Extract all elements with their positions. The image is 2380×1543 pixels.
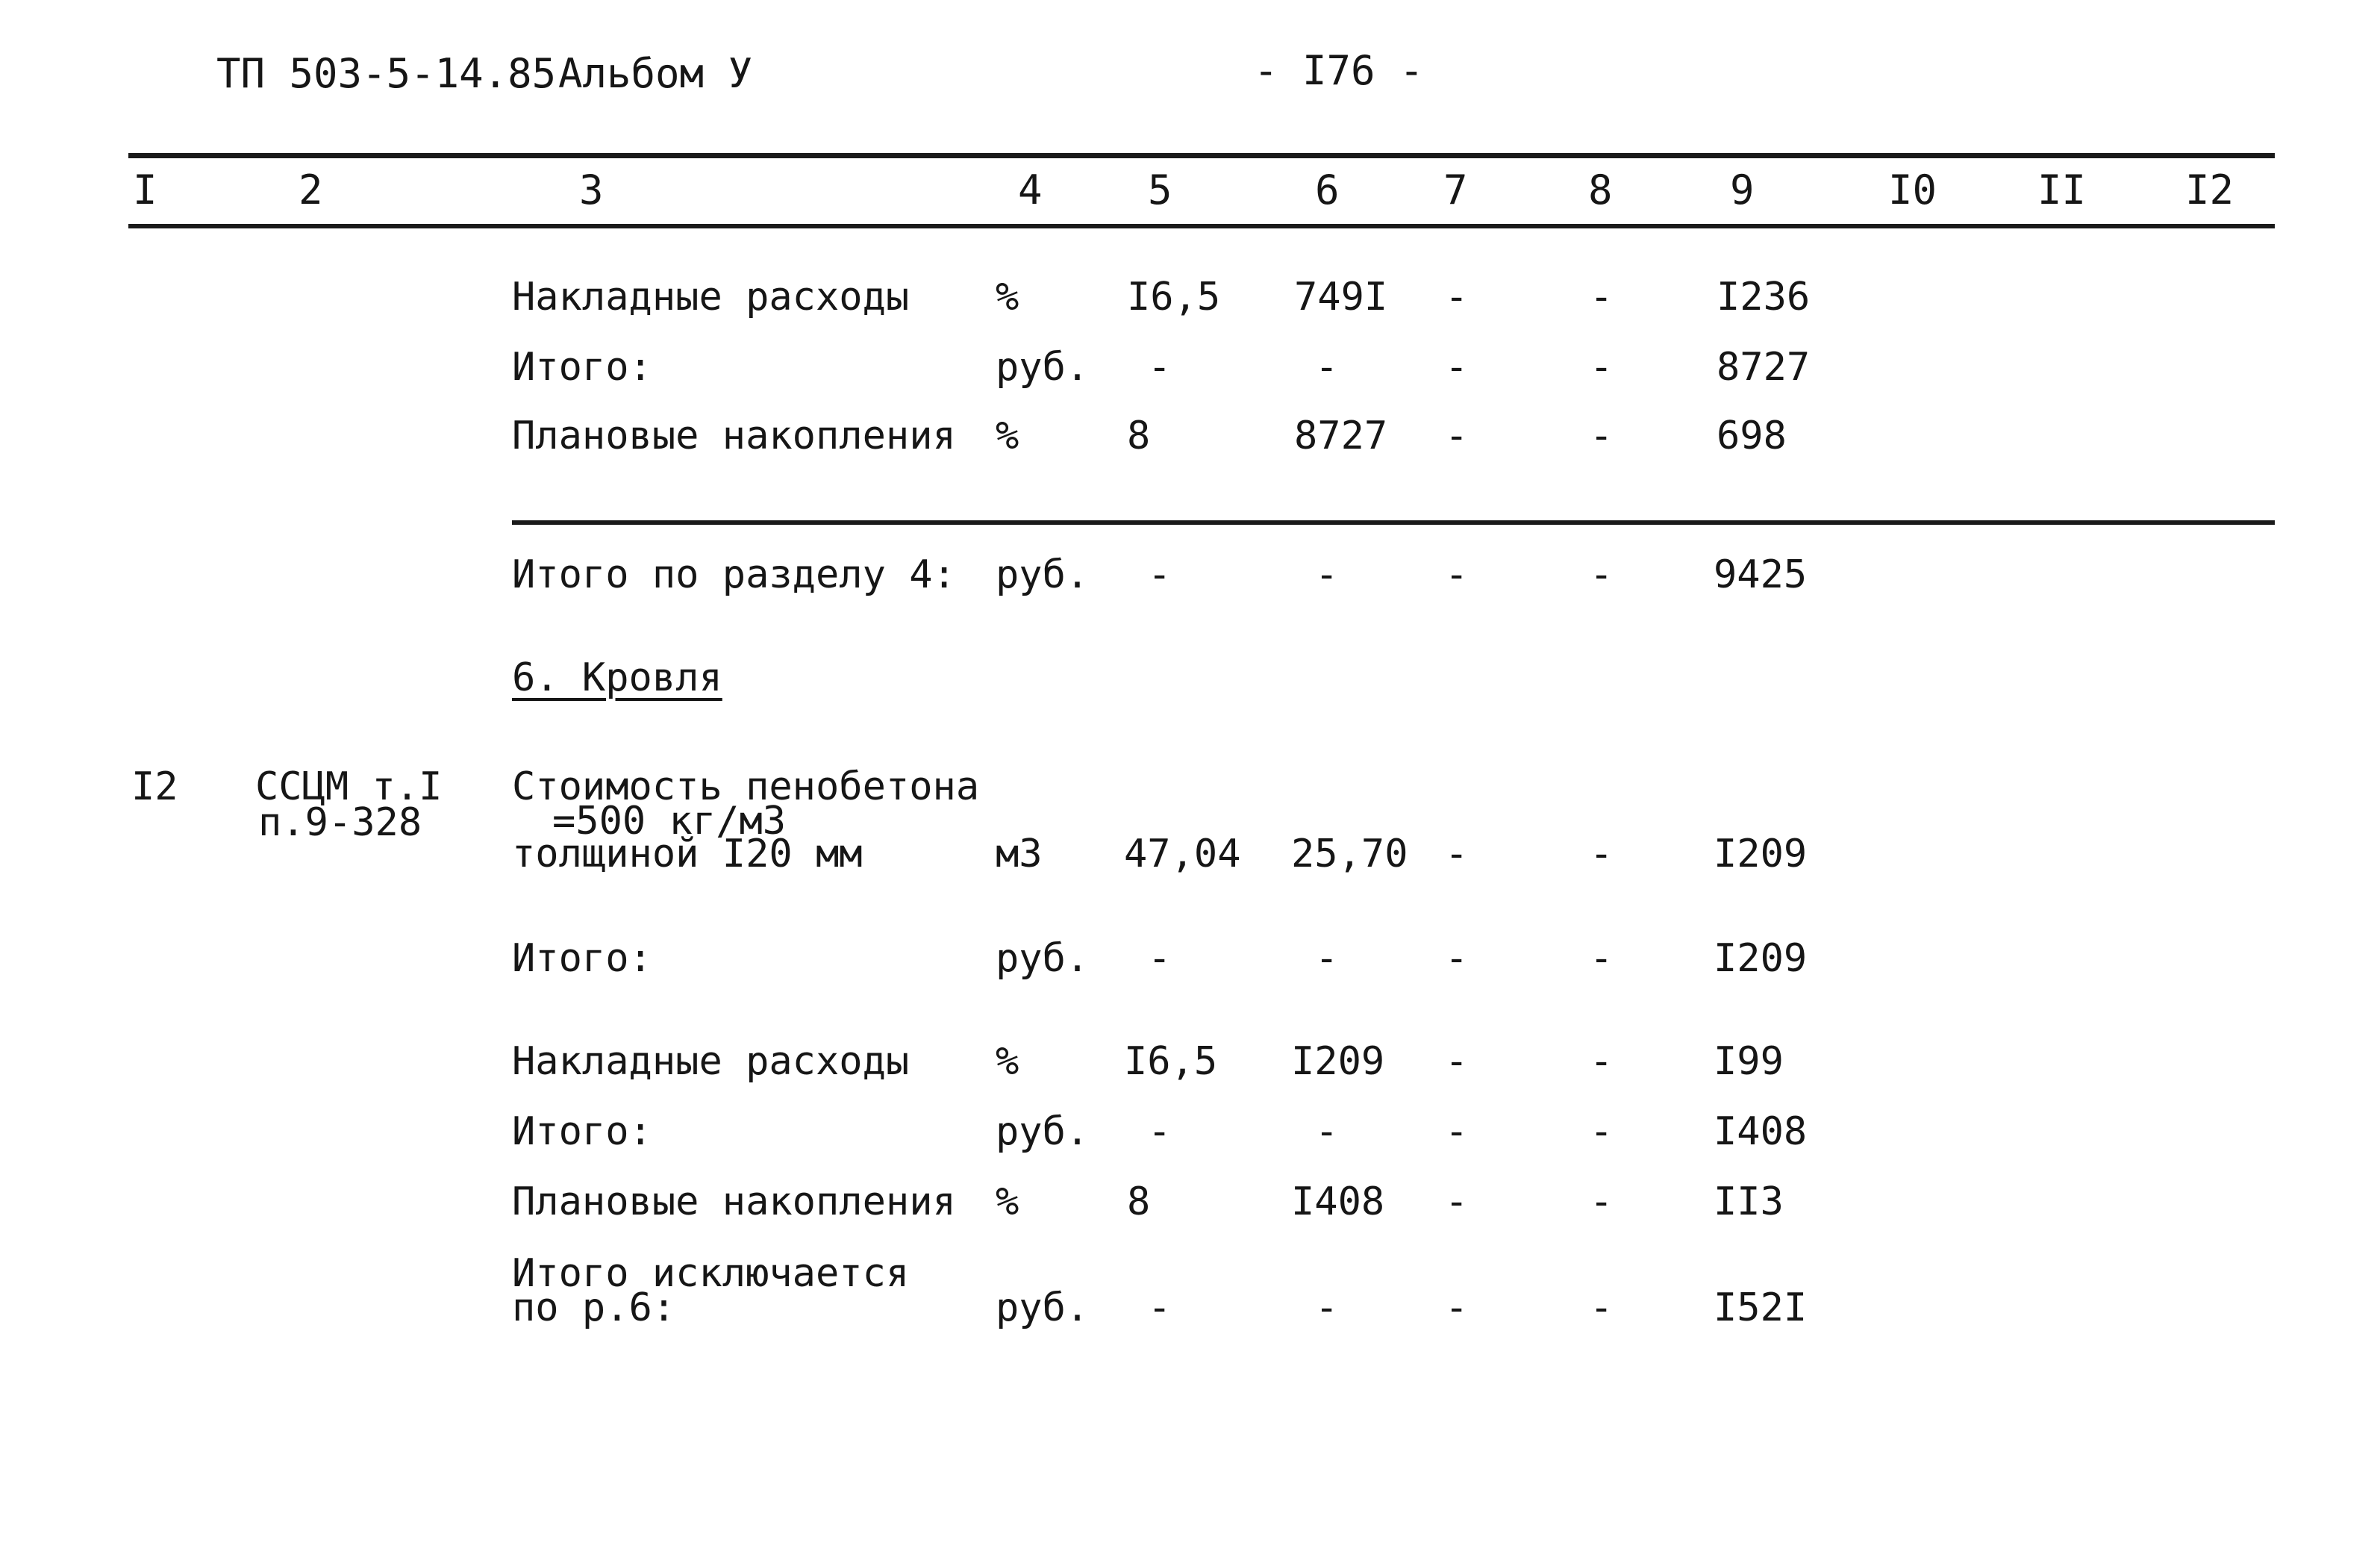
row-col8: - — [1590, 1179, 1614, 1224]
row-total: II3 — [1714, 1179, 1784, 1224]
row-unit: % — [996, 1039, 1019, 1084]
row-unit: м3 — [996, 832, 1043, 876]
row-total: I236 — [1717, 275, 1811, 319]
row-col8: - — [1590, 936, 1614, 981]
row-total: I52I — [1714, 1285, 1808, 1330]
row-col6: I209 — [1291, 1039, 1385, 1084]
row-col8: - — [1590, 552, 1614, 597]
row-col5: - — [1148, 345, 1172, 390]
row-col5: 8 — [1127, 1179, 1151, 1224]
row-col5: I6,5 — [1124, 1039, 1218, 1084]
row-unit: руб. — [996, 345, 1090, 390]
row-col8: - — [1590, 414, 1614, 458]
row-unit: руб. — [996, 552, 1090, 597]
row-description-line2: по р.6: — [512, 1285, 676, 1330]
document-code: ТП 503-5-14.85 — [216, 50, 557, 97]
row-unit: % — [996, 1179, 1019, 1224]
row-total: I408 — [1714, 1109, 1808, 1154]
column-header: I0 — [1888, 166, 1937, 213]
page-number: - I76 - — [1254, 47, 1424, 94]
row-total: I99 — [1714, 1039, 1784, 1084]
row-description: Накладные расходы — [512, 1039, 910, 1084]
row-col6: I408 — [1291, 1179, 1385, 1224]
column-header: 2 — [299, 166, 323, 213]
row-col5: - — [1148, 552, 1172, 597]
column-header: 4 — [1018, 166, 1043, 213]
row-col6: - — [1315, 345, 1339, 390]
row-col5: 8 — [1127, 414, 1151, 458]
row-col7: - — [1445, 1109, 1469, 1154]
section-heading: 6. Кровля — [512, 655, 722, 700]
row-col7: - — [1445, 936, 1469, 981]
row-col7: - — [1445, 275, 1469, 319]
table-top-rule — [128, 153, 2275, 158]
row-total: 698 — [1717, 414, 1787, 458]
row-col7: - — [1445, 414, 1469, 458]
row-col5: I6,5 — [1127, 275, 1221, 319]
section-total-rule — [512, 520, 2275, 525]
row-col8: - — [1590, 832, 1614, 876]
row-col7: - — [1445, 552, 1469, 597]
row-description: Накладные расходы — [512, 275, 910, 319]
row-number: I2 — [131, 764, 178, 809]
row-col5: - — [1148, 936, 1172, 981]
album-label: Альбом У — [558, 50, 753, 97]
table-header-rule — [128, 224, 2275, 228]
column-header: I2 — [2185, 166, 2234, 213]
row-description: Итого: — [512, 345, 652, 390]
row-col5: - — [1148, 1109, 1172, 1154]
row-col8: - — [1590, 1039, 1614, 1084]
row-description: Итого: — [512, 1109, 652, 1154]
row-col7: - — [1445, 1179, 1469, 1224]
row-unit: % — [996, 414, 1019, 458]
row-col8: - — [1590, 345, 1614, 390]
row-col5: - — [1148, 1285, 1172, 1330]
column-header: 3 — [579, 166, 604, 213]
row-total: 8727 — [1717, 345, 1811, 390]
column-header: I — [133, 166, 157, 213]
row-col6: - — [1315, 1285, 1339, 1330]
row-col7: - — [1445, 1285, 1469, 1330]
row-col7: - — [1445, 832, 1469, 876]
row-col6: - — [1315, 552, 1339, 597]
row-unit: руб. — [996, 1109, 1090, 1154]
row-description-line3: толщиной I20 мм — [512, 832, 863, 876]
row-col8: - — [1590, 1285, 1614, 1330]
row-unit: руб. — [996, 936, 1090, 981]
row-total: I209 — [1714, 936, 1808, 981]
column-header: 5 — [1148, 166, 1172, 213]
column-header: 7 — [1443, 166, 1468, 213]
row-col6: - — [1315, 1109, 1339, 1154]
row-description: Итого исключается — [512, 1251, 910, 1296]
row-description: Плановые накопления — [512, 414, 956, 458]
row-col8: - — [1590, 1109, 1614, 1154]
column-header: 9 — [1730, 166, 1755, 213]
row-col7: - — [1445, 345, 1469, 390]
row-unit: % — [996, 275, 1019, 319]
column-header: 6 — [1315, 166, 1340, 213]
row-description: Стоимость пенобетона — [512, 764, 980, 809]
row-total: 9425 — [1714, 552, 1808, 597]
row-col6: - — [1315, 936, 1339, 981]
row-col6: 749I — [1294, 275, 1388, 319]
row-description: Итого: — [512, 936, 652, 981]
column-header: II — [2037, 166, 2087, 213]
row-description-line2: =500 кг/м3 — [552, 799, 787, 844]
row-col8: - — [1590, 275, 1614, 319]
row-col6: 25,70 — [1291, 832, 1408, 876]
row-reference: ССЦМ т.I — [255, 764, 443, 809]
row-col6: 8727 — [1294, 414, 1388, 458]
row-col7: - — [1445, 1039, 1469, 1084]
row-description: Плановые накопления — [512, 1179, 956, 1224]
row-reference-line2: п.9-328 — [258, 800, 422, 845]
row-unit: руб. — [996, 1285, 1090, 1330]
column-header: 8 — [1588, 166, 1613, 213]
row-description: Итого по разделу 4: — [512, 552, 956, 597]
row-col5: 47,04 — [1124, 832, 1241, 876]
row-total: I209 — [1714, 832, 1808, 876]
